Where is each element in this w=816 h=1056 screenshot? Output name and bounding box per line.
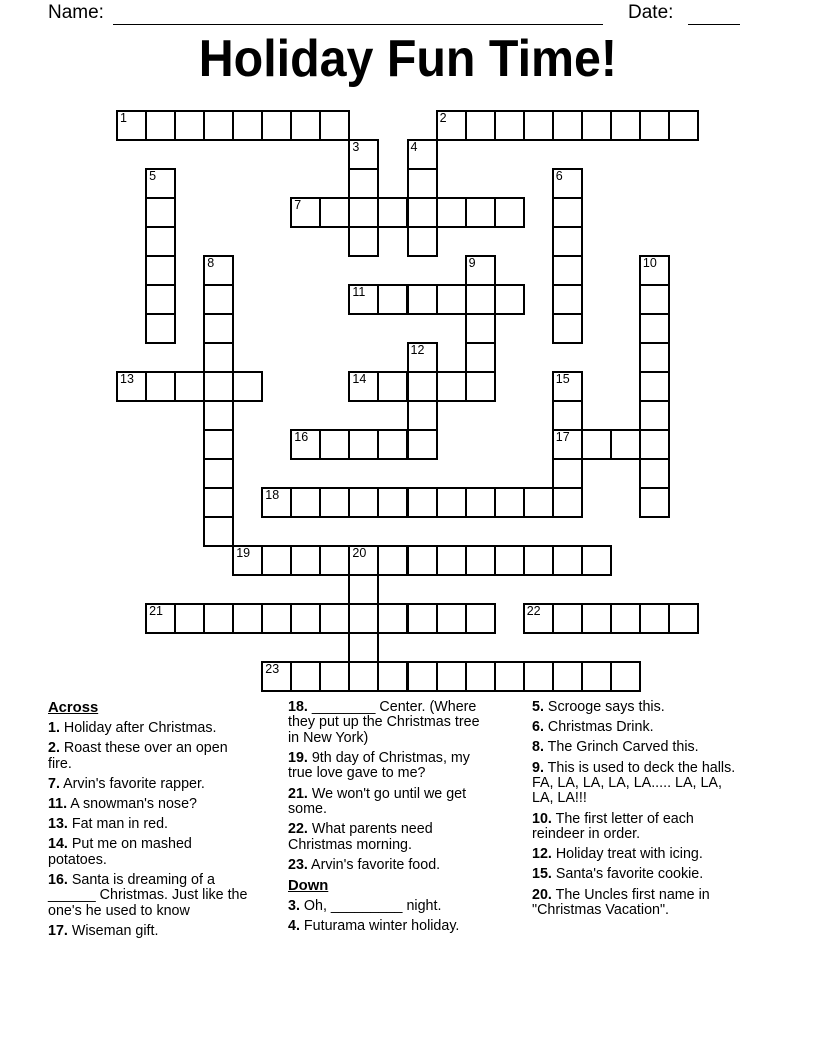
- grid-cell[interactable]: [377, 487, 408, 518]
- clue-item-16: 16. Santa is dreaming of a ______ Christmas. Just like the one's he used to know: [48, 872, 248, 919]
- grid-cell[interactable]: [552, 400, 583, 431]
- grid-cell[interactable]: [145, 371, 176, 402]
- grid-cell[interactable]: [494, 487, 525, 518]
- grid-cell[interactable]: [465, 342, 496, 373]
- clue-number: 5.: [532, 699, 544, 715]
- grid-cell[interactable]: [407, 197, 438, 228]
- grid-cell[interactable]: [145, 603, 176, 634]
- cell-number: 11: [352, 285, 366, 299]
- grid-cell[interactable]: [407, 139, 438, 170]
- grid-cell[interactable]: [290, 603, 321, 634]
- grid-cell[interactable]: [290, 429, 321, 460]
- clue-item-8: 8. The Grinch Carved this.: [532, 739, 699, 756]
- grid-cell[interactable]: [348, 632, 379, 663]
- cell-number: 15: [555, 372, 570, 386]
- name-label: Name:: [48, 2, 104, 23]
- clue-item-21: 21. We won't go until we get some.: [288, 785, 467, 818]
- grid-cell[interactable]: [552, 458, 583, 489]
- grid-cell[interactable]: [348, 545, 379, 576]
- grid-cell[interactable]: [145, 313, 176, 344]
- grid-cell[interactable]: [494, 284, 525, 315]
- grid-cell[interactable]: [261, 110, 292, 141]
- clue-number: 6.: [532, 719, 544, 736]
- grid-cell[interactable]: [348, 487, 379, 518]
- clue-number: 13.: [48, 816, 68, 833]
- grid-cell[interactable]: [203, 371, 234, 402]
- clue-item-2: 2. Roast these over an open fire.: [48, 740, 228, 772]
- grid-cell[interactable]: [552, 197, 583, 228]
- grid-cell[interactable]: [407, 168, 438, 199]
- grid-cell[interactable]: [203, 603, 234, 634]
- grid-cell[interactable]: [232, 545, 263, 576]
- grid-cell[interactable]: [203, 342, 234, 373]
- grid-cell[interactable]: [639, 458, 670, 489]
- cell-number: 16: [294, 430, 309, 444]
- grid-cell[interactable]: [319, 197, 350, 228]
- grid-cell[interactable]: [348, 197, 379, 228]
- grid-cell[interactable]: [639, 255, 670, 286]
- clue-item-4: 4. Futurama winter holiday.: [288, 918, 460, 935]
- clue-column-left: [48, 700, 254, 944]
- grid-cell[interactable]: [494, 545, 525, 576]
- clue-number: 20.: [532, 886, 552, 903]
- grid-cell[interactable]: [348, 429, 379, 460]
- clue-number: 22.: [288, 821, 308, 838]
- grid-cell[interactable]: [348, 226, 379, 257]
- grid-cell[interactable]: [319, 661, 350, 692]
- cell-number: 14: [352, 372, 367, 386]
- grid-cell[interactable]: [174, 371, 205, 402]
- grid-cell[interactable]: [261, 603, 292, 634]
- grid-cell[interactable]: [348, 284, 379, 315]
- grid-cell[interactable]: [290, 487, 321, 518]
- grid-cell[interactable]: [552, 429, 583, 460]
- grid-cell[interactable]: [348, 603, 379, 634]
- grid-cell[interactable]: [436, 661, 467, 692]
- clue-item-20: 20. The Uncles first name in "Christmas Vacation".: [532, 886, 710, 919]
- grid-cell[interactable]: [552, 371, 583, 402]
- grid-cell[interactable]: [377, 284, 408, 315]
- clue-number: 3.: [288, 898, 300, 915]
- grid-cell[interactable]: [436, 110, 467, 141]
- clue-item-5: 5. Scrooge says this.: [532, 699, 665, 715]
- grid-cell[interactable]: [639, 429, 670, 460]
- grid-cell[interactable]: [581, 110, 612, 141]
- grid-cell[interactable]: [436, 487, 467, 518]
- clue-number: 21.: [288, 785, 308, 802]
- grid-cell[interactable]: [552, 226, 583, 257]
- clue-item-14: 14. Put me on mashed potatoes.: [48, 836, 192, 868]
- grid-cell[interactable]: [552, 168, 583, 199]
- grid-cell[interactable]: [436, 284, 467, 315]
- grid-cell[interactable]: [116, 371, 147, 402]
- clue-item-7: 7. Arvin's favorite rapper.: [48, 775, 205, 792]
- clue-number: 14.: [48, 836, 68, 853]
- clue-item-6: 6. Christmas Drink.: [532, 719, 654, 736]
- grid-cell[interactable]: [552, 284, 583, 315]
- grid-cell[interactable]: [465, 603, 496, 634]
- grid-cell[interactable]: [407, 429, 438, 460]
- grid-cell[interactable]: [639, 110, 670, 141]
- clues-across-heading: Across: [48, 700, 99, 716]
- clue-item-15: 15. Santa's favorite cookie.: [532, 866, 704, 883]
- grid-cell[interactable]: [319, 603, 350, 634]
- grid-cell[interactable]: [348, 574, 379, 605]
- grid-cell[interactable]: [552, 487, 583, 518]
- grid-cell[interactable]: [232, 603, 263, 634]
- cell-number: 18: [265, 488, 280, 502]
- grid-cell[interactable]: [145, 197, 176, 228]
- grid-cell[interactable]: [290, 197, 321, 228]
- grid-cell[interactable]: [377, 429, 408, 460]
- grid-cell[interactable]: [407, 342, 438, 373]
- grid-cell[interactable]: [639, 603, 670, 634]
- clue-item-18: 18. ________ Center. (Where they put up the Christmas tree in New York): [288, 699, 480, 746]
- cell-number: 2: [439, 111, 447, 125]
- grid-cell[interactable]: [407, 603, 438, 634]
- grid-cell[interactable]: [436, 545, 467, 576]
- date-label: Date:: [628, 2, 674, 23]
- grid-cell[interactable]: [203, 313, 234, 344]
- cell-number: 12: [410, 343, 425, 357]
- grid-cell[interactable]: [319, 429, 350, 460]
- grid-cell[interactable]: [436, 603, 467, 634]
- grid-cell[interactable]: [639, 313, 670, 344]
- grid-cell[interactable]: [494, 661, 525, 692]
- clue-item-13: 13. Fat man in red.: [48, 816, 168, 833]
- grid-cell[interactable]: [552, 255, 583, 286]
- grid-cell[interactable]: [203, 516, 234, 547]
- clue-number: 10.: [532, 810, 552, 827]
- grid-cell[interactable]: [610, 661, 641, 692]
- clue-number: 4.: [288, 918, 300, 935]
- grid-cell[interactable]: [232, 110, 263, 141]
- grid-cell[interactable]: [668, 110, 699, 141]
- grid-cell[interactable]: [407, 284, 438, 315]
- clue-number: 11.: [48, 796, 68, 813]
- cell-number: 8: [207, 256, 215, 270]
- cell-number: 7: [294, 198, 302, 212]
- clue-item-3: 3. Oh, _________ night.: [288, 898, 442, 915]
- grid-cell[interactable]: [465, 197, 496, 228]
- grid-cell[interactable]: [348, 661, 379, 692]
- grid-cell[interactable]: [639, 284, 670, 315]
- grid-cell[interactable]: [494, 197, 525, 228]
- cell-number: 6: [555, 169, 563, 183]
- grid-cell[interactable]: [610, 429, 641, 460]
- grid-cell[interactable]: [639, 400, 670, 431]
- grid-cell[interactable]: [145, 284, 176, 315]
- cell-number: 23: [265, 662, 280, 676]
- clue-column-middle: [288, 700, 494, 939]
- grid-cell[interactable]: [319, 487, 350, 518]
- grid-cell[interactable]: [639, 342, 670, 373]
- clue-item-11: 11. A snowman's nose?: [48, 796, 197, 813]
- grid-cell[interactable]: [203, 429, 234, 460]
- clue-number: 8.: [532, 739, 544, 756]
- grid-cell[interactable]: [407, 371, 438, 402]
- grid-cell[interactable]: [610, 110, 641, 141]
- grid-cell[interactable]: [523, 110, 554, 141]
- grid-cell[interactable]: [494, 110, 525, 141]
- grid-cell[interactable]: [174, 110, 205, 141]
- clue-number: 17.: [48, 923, 68, 940]
- grid-cell[interactable]: [465, 371, 496, 402]
- grid-cell[interactable]: [145, 255, 176, 286]
- cell-number: 9: [468, 256, 476, 270]
- grid-cell[interactable]: [465, 255, 496, 286]
- grid-cell[interactable]: [523, 603, 554, 634]
- grid-cell[interactable]: [581, 603, 612, 634]
- clue-number: 18.: [288, 699, 308, 715]
- clue-number: 1.: [48, 720, 60, 736]
- grid-cell[interactable]: [552, 313, 583, 344]
- grid-cell[interactable]: [377, 661, 408, 692]
- clue-item-17: 17. Wiseman gift.: [48, 923, 159, 940]
- grid-cell[interactable]: [319, 545, 350, 576]
- cell-number: 10: [642, 256, 657, 270]
- grid-cell[interactable]: [203, 284, 234, 315]
- clue-number: 23.: [288, 856, 308, 873]
- grid-cell[interactable]: [523, 545, 554, 576]
- grid-cell[interactable]: [203, 458, 234, 489]
- grid-cell[interactable]: [465, 313, 496, 344]
- grid-cell[interactable]: [407, 545, 438, 576]
- clue-number: 16.: [48, 872, 68, 889]
- grid-cell[interactable]: [261, 487, 292, 518]
- cell-number: 19: [236, 546, 251, 560]
- clue-item-23: 23. Arvin's favorite food.: [288, 856, 441, 873]
- grid-cell[interactable]: [465, 661, 496, 692]
- grid-cell[interactable]: [407, 661, 438, 692]
- grid-cell[interactable]: [145, 110, 176, 141]
- grid-cell[interactable]: [668, 603, 699, 634]
- clue-item-19: 19. 9th day of Christmas, my true love gave to me?: [288, 750, 470, 782]
- grid-cell[interactable]: [348, 371, 379, 402]
- grid-cell[interactable]: [523, 661, 554, 692]
- grid-cell[interactable]: [377, 603, 408, 634]
- grid-cell[interactable]: [552, 545, 583, 576]
- clue-item-9: 9. This is used to deck the halls. FA, LA, LA, LA, LA..... LA, LA, LA, LA!!!: [532, 759, 736, 807]
- grid-cell[interactable]: [465, 284, 496, 315]
- clue-number: 2.: [48, 740, 60, 757]
- grid-cell[interactable]: [523, 487, 554, 518]
- grid-cell[interactable]: [581, 429, 612, 460]
- grid-cell[interactable]: [436, 197, 467, 228]
- clue-item-22: 22. What parents need Christmas morning.: [288, 821, 433, 853]
- grid-cell[interactable]: [203, 255, 234, 286]
- clue-column-right: [532, 700, 738, 923]
- cell-number: 5: [149, 169, 157, 183]
- grid-cell[interactable]: [145, 168, 176, 199]
- grid-cell[interactable]: [203, 487, 234, 518]
- grid-cell[interactable]: [552, 661, 583, 692]
- grid-cell[interactable]: [348, 168, 379, 199]
- grid-cell[interactable]: [290, 110, 321, 141]
- cell-number: 3: [352, 140, 360, 154]
- clue-number: 9.: [532, 759, 544, 776]
- clue-item-10: 10. The first letter of each reindeer in order.: [532, 810, 694, 843]
- clue-item-12: 12. Holiday treat with icing.: [532, 846, 703, 863]
- grid-cell[interactable]: [465, 487, 496, 518]
- grid-cell[interactable]: [407, 226, 438, 257]
- grid-cell[interactable]: [639, 487, 670, 518]
- clue-number: 12.: [532, 846, 552, 863]
- grid-cell[interactable]: [348, 139, 379, 170]
- grid-cell[interactable]: [377, 545, 408, 576]
- cell-number: 21: [149, 604, 163, 618]
- cell-number: 22: [526, 604, 541, 618]
- cell-number: 1: [120, 111, 127, 125]
- grid-cell[interactable]: [116, 110, 147, 141]
- grid-cell[interactable]: [610, 603, 641, 634]
- grid-cell[interactable]: [174, 603, 205, 634]
- clue-number: 7.: [48, 775, 60, 792]
- grid-cell[interactable]: [261, 545, 292, 576]
- grid-cell[interactable]: [581, 545, 612, 576]
- grid-cell[interactable]: [465, 110, 496, 141]
- grid-cell[interactable]: [203, 400, 234, 431]
- grid-cell[interactable]: [552, 110, 583, 141]
- cell-number: 13: [120, 372, 134, 386]
- grid-cell[interactable]: [319, 110, 350, 141]
- grid-cell[interactable]: [290, 661, 321, 692]
- grid-cell[interactable]: [145, 226, 176, 257]
- clues-down-heading: Down: [288, 878, 329, 895]
- grid-cell[interactable]: [581, 661, 612, 692]
- grid-cell[interactable]: [377, 197, 408, 228]
- grid-cell[interactable]: [639, 371, 670, 402]
- grid-cell[interactable]: [203, 110, 234, 141]
- grid-cell[interactable]: [436, 371, 467, 402]
- cell-number: 4: [410, 140, 418, 154]
- grid-cell[interactable]: [465, 545, 496, 576]
- grid-cell[interactable]: [407, 487, 438, 518]
- clue-item-1: 1. Holiday after Christmas.: [48, 720, 217, 736]
- cell-number: 17: [555, 430, 570, 444]
- grid-cell[interactable]: [290, 545, 321, 576]
- page-title: Holiday Fun Time!: [198, 30, 618, 88]
- grid-cell[interactable]: [552, 603, 583, 634]
- grid-cell[interactable]: [261, 661, 292, 692]
- cell-number: 20: [352, 546, 367, 560]
- clue-number: 19.: [288, 750, 308, 767]
- grid-cell[interactable]: [407, 400, 438, 431]
- clue-number: 15.: [532, 866, 552, 883]
- grid-cell[interactable]: [377, 371, 408, 402]
- grid-cell[interactable]: [232, 371, 263, 402]
